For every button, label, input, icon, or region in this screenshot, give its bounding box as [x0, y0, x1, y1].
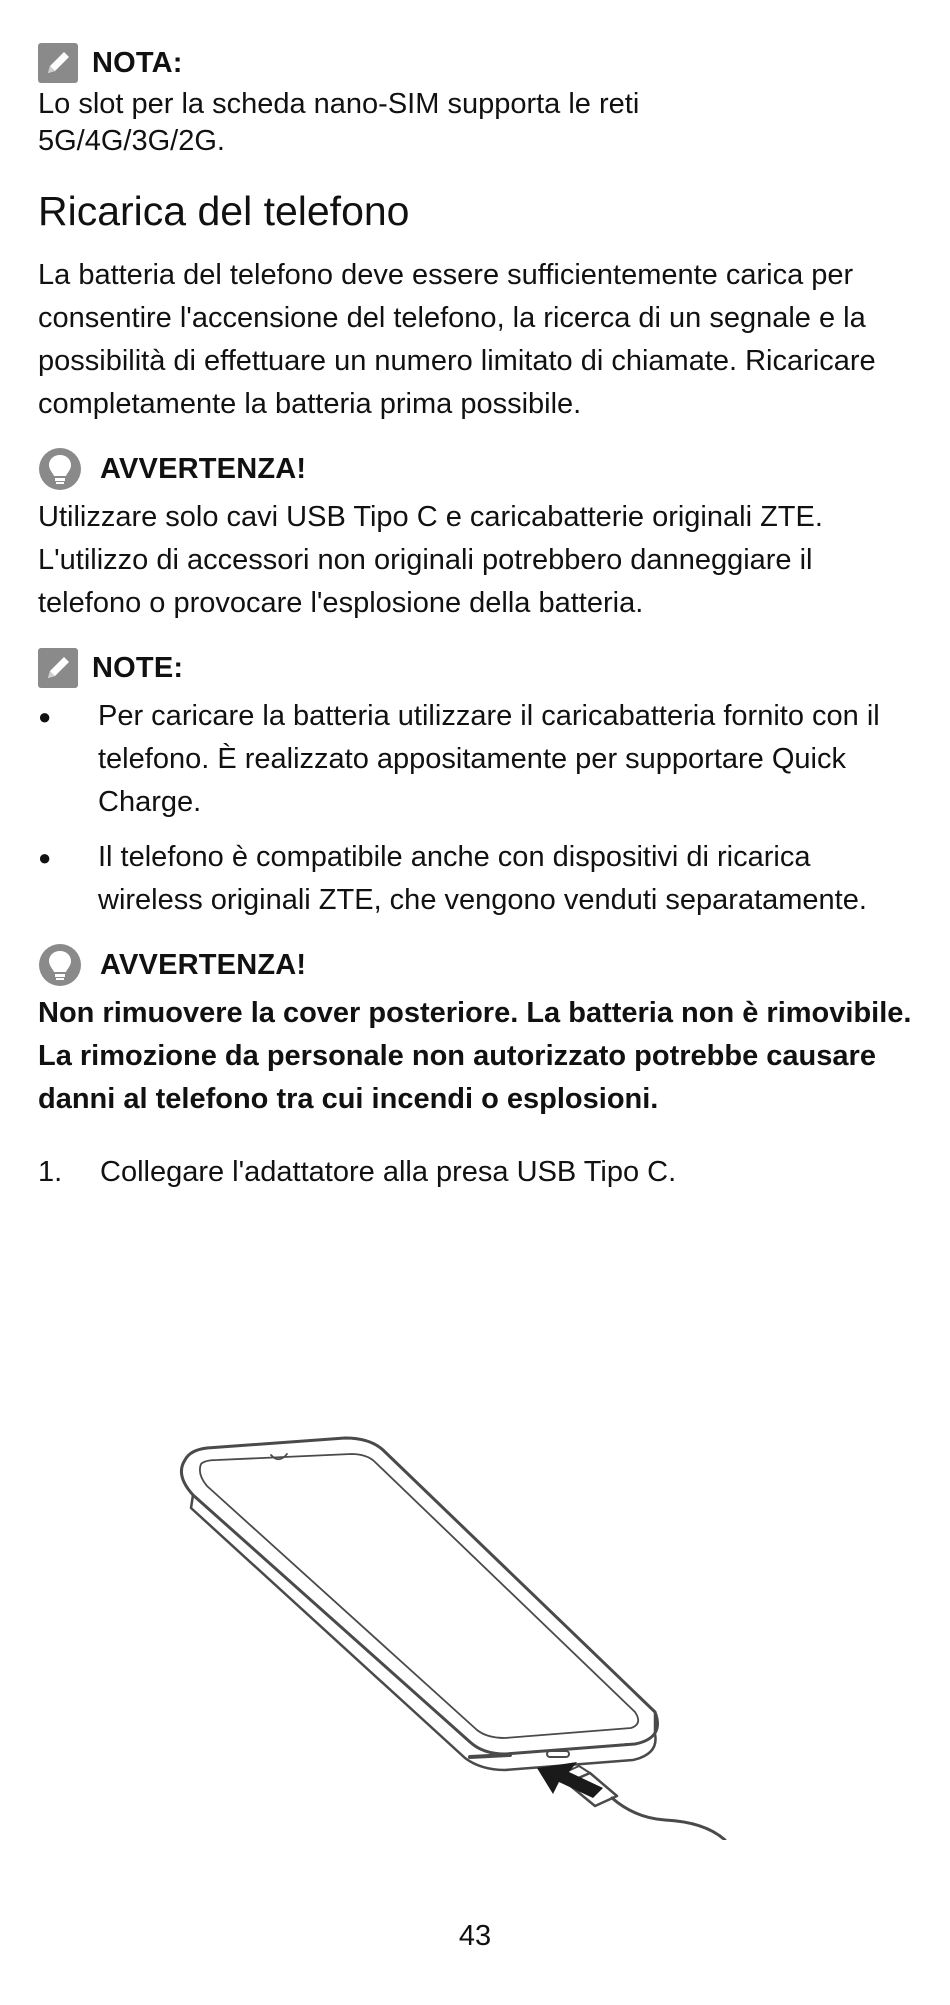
note-heading: [38, 40, 918, 86]
step-number: 1.: [38, 1156, 63, 1188]
bullet-text: Il telefono è compatibile anche con dispositivi di ricarica wireless originali ZTE, che vengono venduti separatamente.: [98, 841, 867, 916]
note-bullet-list: [38, 695, 918, 922]
phone-edge: [191, 1495, 656, 1770]
pencil-icon: [38, 43, 78, 83]
bullet-icon: ●: [38, 704, 52, 729]
note-label: NOTA:: [92, 46, 183, 79]
lightbulb-warning-icon: [38, 447, 82, 491]
list-item: [38, 836, 918, 922]
speaker-grille: [470, 1755, 510, 1757]
pencil-icon: [38, 648, 78, 688]
warning-label: AVVERTENZA!: [100, 452, 307, 485]
section-title: Ricarica del telefono: [38, 188, 410, 234]
step-item: [38, 1151, 918, 1194]
note-label: NOTE:: [92, 651, 184, 684]
warning-text: Utilizzare solo cavi USB Tipo C e caricabatterie originali ZTE. L'utilizzo di accessori non originali potrebbero danneggiare il telefono o provocare l'esplosione della batteria.: [38, 501, 823, 619]
insert-arrow-icon: [537, 1762, 603, 1798]
warning-heading: [38, 942, 918, 988]
lightbulb-warning-icon: [38, 943, 82, 987]
manual-page: [38, 40, 918, 1194]
usb-port: [547, 1751, 569, 1757]
note-heading: [38, 645, 918, 691]
page-number: 43: [458, 1920, 492, 1952]
warning-heading: [38, 446, 918, 492]
section-intro: La batteria del telefono deve essere sufficientemente carica per consentire l'accensione del telefono, la ricerca di un segnale e la possibilità di effettuare un numero limitato di chiamate. Ricaricare completamente la batteria prima possibile.: [38, 259, 876, 420]
note-text: Lo slot per la scheda nano-SIM supporta le reti 5G/4G/3G/2G.: [38, 88, 640, 157]
warning-text: Non rimuovere la cover posteriore. La batteria non è rimovibile. La rimozione da personale non autorizzato potrebbe causare danni al telefono tra cui incendi o esplosioni.: [38, 997, 912, 1115]
usb-cable: [612, 1798, 725, 1840]
step-text: Collegare l'adattatore alla presa USB Tipo C.: [100, 1156, 677, 1188]
bullet-icon: ●: [38, 845, 52, 870]
phone-body-outline: [181, 1438, 657, 1754]
bullet-text: Per caricare la batteria utilizzare il caricabatteria fornito con il telefono. È realizzato appositamente per supportare Quick Charge.: [98, 700, 880, 818]
list-item: [38, 695, 918, 824]
warning-label: AVVERTENZA!: [100, 948, 307, 981]
phone-charging-illustration: [165, 1420, 745, 1840]
